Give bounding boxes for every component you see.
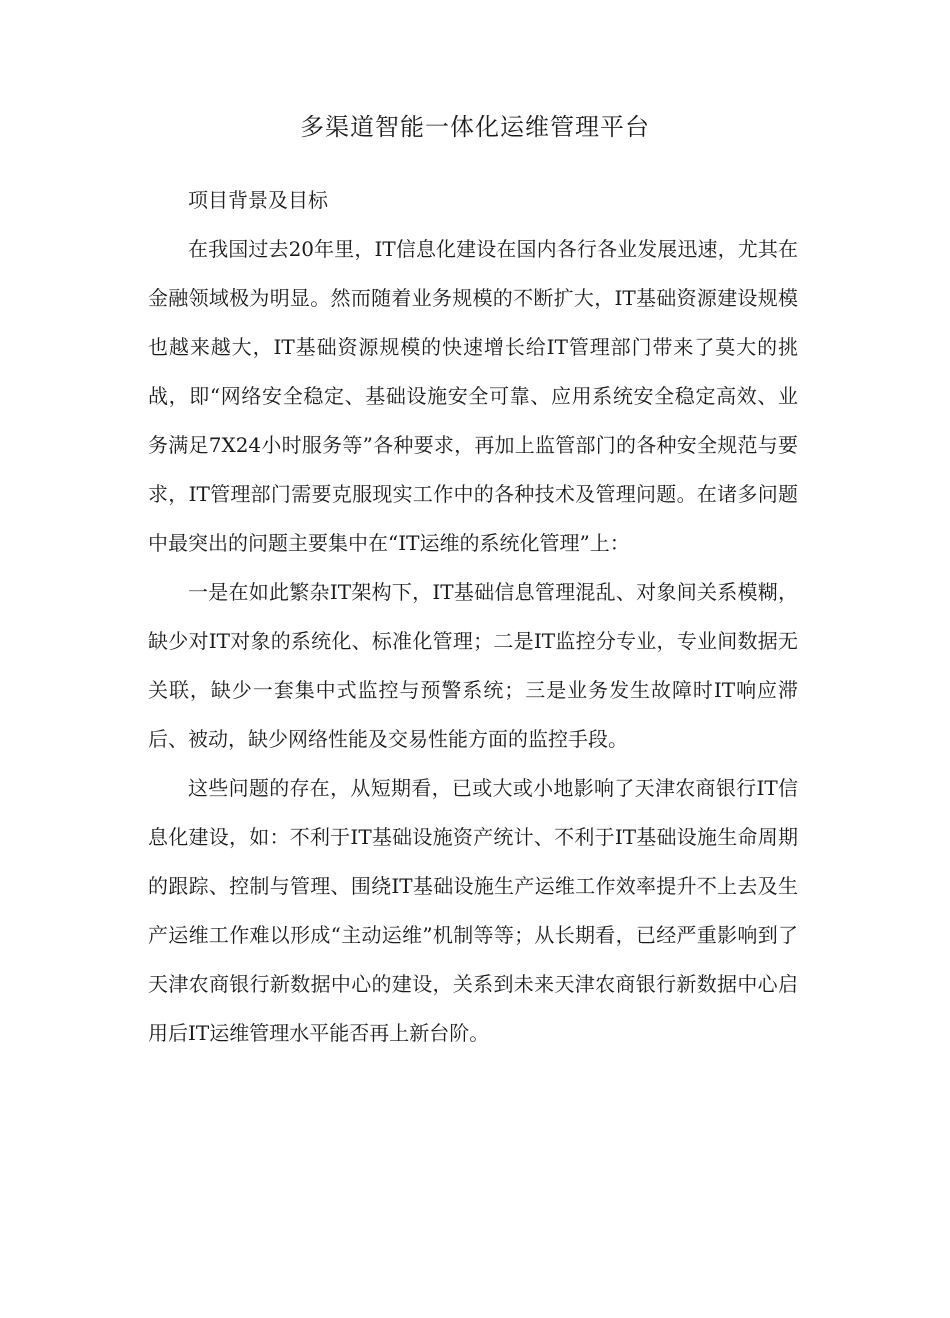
document-title: 多渠道智能一体化运维管理平台 (300, 113, 650, 141)
paragraph-background: 在我国过去20年里，IT信息化建设在国内各行各业发展迅速，尤其在金融领域极为明显。然而随着业务规模的不断扩大，IT基础资源建设规模也越来越大，IT基础资源规模的快速增长给IT管理部门带来了莫大的挑战，即“网络安全稳定、基础设施安全可靠、应用系统安全稳定高效、业务满足7X24小时服务等”各种要求，再加上监管部门的各种安全规范与要求，IT管理部门需要克服现实工作中的各种技术及管理问题。在诸多问题中最突出的问题主要集中在“IT运维的系统化管理”上： (148, 237, 798, 555)
section-heading: 项目背景及目标 (188, 188, 328, 212)
paragraph-impact: 这些问题的存在，从短期看，已或大或小地影响了天津农商银行IT信息化建设，如：不利于IT基础设施资产统计、不利于IT基础设施生命周期的跟踪、控制与管理、围绕IT基础设施生产运维工作效率提升不上去及生产运维工作难以形成“主动运维”机制等等；从长期看，已经严重影响到了天津农商银行新数据中心的建设，关系到未来天津农商银行新数据中心启用后IT运维管理水平能否再上新台阶。 (148, 776, 798, 1045)
document-body (148, 176, 798, 1058)
paragraph-problems: 一是在如此繁杂IT架构下，IT基础信息管理混乱、对象间关系模糊，缺少对IT对象的系统化、标准化管理；二是IT监控分专业，专业间数据无关联，缺少一套集中式监控与预警系统；三是业务发生故障时IT响应滞后、被动，缺少网络性能及交易性能方面的监控手段。 (148, 580, 798, 751)
